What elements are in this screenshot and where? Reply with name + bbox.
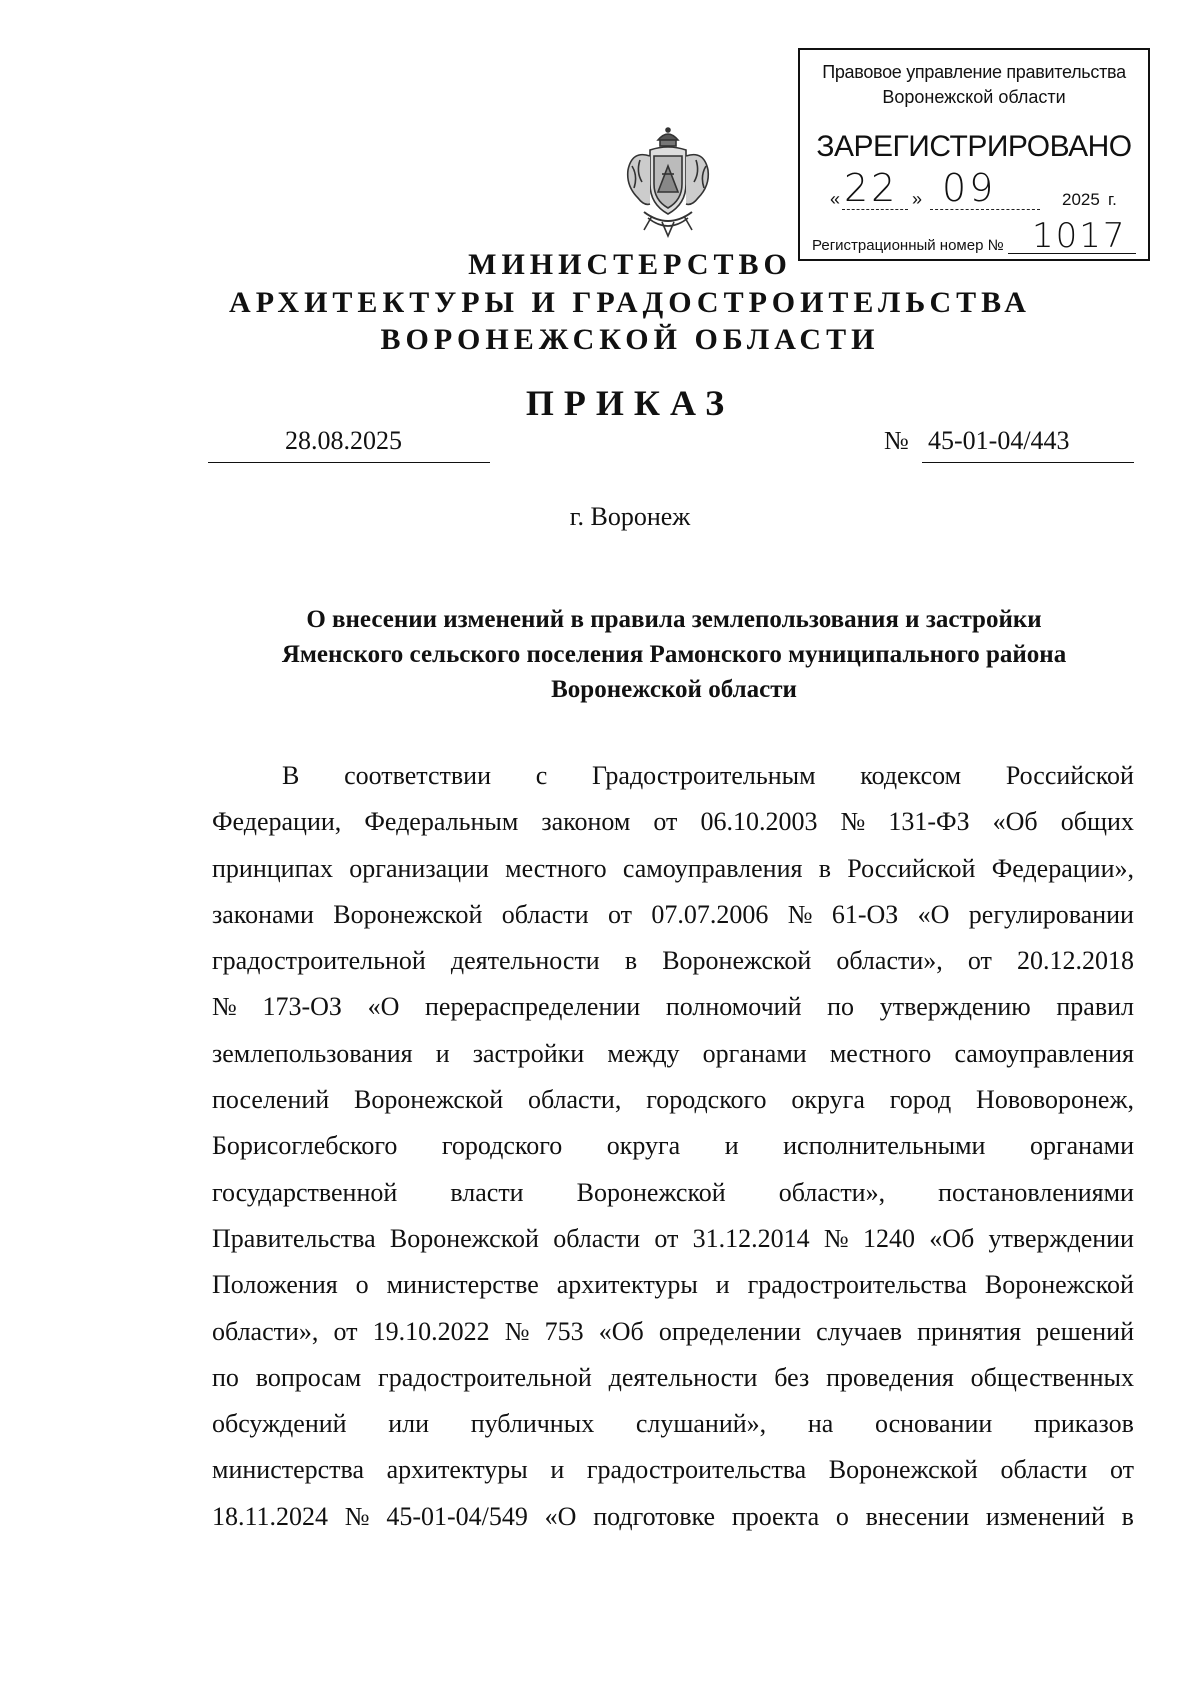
ministry-title-line2: АРХИТЕКТУРЫ И ГРАДОСТРОИТЕЛЬСТВА [229, 286, 1031, 319]
body-word: 07.07.2006 [651, 899, 769, 929]
body-word: области», [836, 946, 943, 976]
body-word: 45-01-04/549 [386, 1501, 528, 1531]
body-word: постановлениями [938, 1177, 1134, 1207]
body-word: по [212, 1362, 239, 1392]
body-line [212, 1317, 1134, 1363]
body-word: В [282, 761, 300, 790]
body-word: архитектуры [386, 1455, 528, 1485]
body-word: принципах [212, 853, 334, 883]
body-line [212, 1409, 1134, 1455]
body-word: и [724, 1131, 739, 1161]
body-word: Российской [1005, 761, 1134, 790]
body-word: и [435, 1038, 450, 1068]
stamp-reg-number: 1017 [1032, 216, 1127, 256]
body-word: поселений [212, 1085, 330, 1115]
body-line [212, 1039, 1134, 1085]
body-line [212, 1085, 1134, 1131]
body-word: Федерации, [212, 807, 342, 837]
body-word: Воронежской [389, 1223, 539, 1253]
body-word: определении [658, 1316, 801, 1346]
body-line [212, 992, 1134, 1038]
body-word: градостроительной [212, 946, 426, 976]
body-word: Федерации», [991, 853, 1134, 883]
body-word: Российской [847, 853, 976, 883]
ministry-title-line3: ВОРОНЕЖСКОЙ ОБЛАСТИ [380, 323, 880, 356]
body-line [212, 1131, 1134, 1177]
body-word: градостроительной [378, 1362, 592, 1392]
body-word: кодексом [860, 761, 962, 790]
body-word: вопросам [255, 1362, 362, 1392]
body-word: застройки [472, 1038, 585, 1068]
body-word: Градостроительным [592, 761, 816, 790]
body-word: в [624, 946, 638, 976]
stamp-date: « 22 » 09 2025 г. [830, 166, 1117, 210]
body-line [212, 1224, 1134, 1270]
body-word: Правительства [212, 1223, 376, 1253]
stamp-org-line2: Воронежской области [882, 87, 1066, 107]
body-word: основании [874, 1409, 993, 1439]
body-word: самоуправления [954, 1038, 1134, 1068]
body-word: области [1000, 1455, 1088, 1485]
body-word: № [212, 992, 237, 1022]
body-word: министерстве [386, 1270, 539, 1300]
body-word: и [550, 1455, 565, 1485]
body-word: город [889, 1085, 952, 1115]
body-word: проекта [731, 1501, 820, 1531]
document-city: г. Воронеж [569, 502, 691, 531]
body-word: от [607, 899, 632, 929]
body-word: 61-ОЗ [831, 899, 899, 929]
registration-stamp [798, 48, 1150, 261]
stamp-org-line1: Правовое управление правительства [822, 62, 1126, 82]
body-word: Воронежской [333, 899, 483, 929]
body-word: 753 [544, 1316, 584, 1346]
body-word: 31.12.2014 [692, 1223, 810, 1253]
body-word: законами [212, 899, 314, 929]
body-word: Воронежской [828, 1455, 978, 1485]
body-word: от [967, 946, 992, 976]
body-word: общих [1060, 807, 1134, 837]
document-number-label: № [884, 426, 909, 455]
body-word: органами [1029, 1131, 1134, 1161]
body-word: случаев [816, 1316, 903, 1346]
stamp-year: 2025 [1062, 190, 1100, 209]
subject-line: О внесении изменений в правила землепользования и застройки [306, 606, 1042, 633]
body-line [212, 1502, 1134, 1548]
body-word: № [504, 1316, 530, 1346]
body-word: от [654, 1223, 679, 1253]
document-type: ПРИКАЗ [525, 383, 735, 423]
body-word: перераспределении [424, 992, 641, 1022]
stamp-registered: ЗАРЕГИСТРИРОВАНО [816, 130, 1132, 163]
body-word: области [501, 899, 589, 929]
body-word: 1240 [862, 1223, 915, 1253]
stamp-day: 22 [844, 166, 899, 210]
body-word: архитектуры [556, 1270, 698, 1300]
body-word: местного [829, 1038, 932, 1068]
body-word: градостроительства [586, 1455, 807, 1485]
body-line [212, 1178, 1134, 1224]
body-line [212, 854, 1134, 900]
body-word: от [1109, 1455, 1134, 1485]
voronezh-coat-of-arms-icon [622, 126, 714, 238]
body-word: № [823, 1223, 849, 1253]
body-word: соответствии [344, 761, 491, 790]
body-line [212, 761, 1134, 807]
body-word: полномочий [665, 992, 802, 1022]
body-word: решений [1036, 1316, 1134, 1346]
document-subject [214, 602, 1134, 707]
body-word: № [840, 807, 866, 837]
body-word: обсуждений [212, 1409, 347, 1439]
body-word: «Об [992, 807, 1038, 837]
body-word: подготовке [593, 1501, 716, 1531]
body-word: «О [367, 992, 400, 1022]
body-word: Воронежской [354, 1085, 504, 1115]
body-line [212, 1270, 1134, 1316]
body-word: министерства [212, 1455, 365, 1485]
body-word: Федеральным [364, 807, 519, 837]
body-word: Положения [212, 1270, 338, 1300]
body-word: регулировании [968, 899, 1134, 929]
body-word: «Об [598, 1316, 644, 1346]
body-word: на [807, 1409, 834, 1439]
body-word: области», [212, 1316, 319, 1346]
body-word: в [1121, 1501, 1134, 1531]
stamp-month: 09 [942, 166, 997, 210]
body-word: «О [544, 1501, 577, 1531]
body-word: власти [450, 1177, 524, 1207]
body-word: от [653, 807, 678, 837]
body-word: принятия [917, 1316, 1022, 1346]
body-word: 18.11.2024 [212, 1501, 329, 1531]
document-date: 28.08.2025 [285, 426, 402, 455]
body-word: округа [791, 1085, 865, 1115]
body-word: области», [778, 1177, 886, 1207]
body-word: с [535, 761, 548, 790]
body-word: публичных [470, 1409, 595, 1439]
body-word: утверждении [988, 1223, 1134, 1253]
body-line [212, 1363, 1134, 1409]
stamp-reg-number-label: Регистрационный номер № [812, 237, 1004, 254]
body-word: Воронежской [662, 946, 812, 976]
document-body [212, 761, 1134, 1548]
document-number-field [922, 426, 1134, 463]
body-word: органами [702, 1038, 807, 1068]
body-word: 19.10.2022 [372, 1316, 490, 1346]
body-word: деятельности [608, 1362, 758, 1392]
body-word: законом [541, 807, 631, 837]
stamp-year-suffix: г. [1108, 190, 1117, 209]
body-word: № [344, 1501, 370, 1531]
body-word: Воронежской [576, 1177, 726, 1207]
body-word: 173-ОЗ [262, 992, 342, 1022]
body-word: проведения [826, 1362, 954, 1392]
body-word: Борисоглебского [212, 1131, 398, 1161]
body-word: области [553, 1223, 641, 1253]
body-word: по [827, 992, 855, 1022]
body-word: градостроительства [747, 1270, 967, 1300]
body-word: деятельности [450, 946, 600, 976]
body-word: внесении [865, 1501, 970, 1531]
body-word: городского [441, 1131, 563, 1161]
body-word: или [388, 1409, 430, 1439]
body-word: и [715, 1270, 730, 1300]
body-word: землепользования [212, 1038, 413, 1068]
subject-line: Яменского сельского поселения Рамонского муниципального района [281, 641, 1067, 668]
body-word: округа [606, 1131, 681, 1161]
body-word: организации [349, 853, 489, 883]
body-word: области, [527, 1085, 622, 1115]
body-word: № [787, 899, 813, 929]
body-line [212, 1455, 1134, 1501]
body-word: 06.10.2003 [700, 807, 818, 837]
body-word: 131-ФЗ [888, 807, 970, 837]
body-word: о [835, 1501, 849, 1531]
body-line [212, 807, 1134, 853]
body-word: исполнительными [783, 1131, 986, 1161]
body-word: приказов [1033, 1409, 1134, 1439]
body-line [212, 900, 1134, 946]
body-word: общественных [970, 1362, 1134, 1392]
body-word: самоуправления [622, 853, 803, 883]
body-word: местного [505, 853, 607, 883]
subject-line: Воронежской области [551, 676, 797, 703]
body-word: слушаний», [635, 1409, 767, 1439]
body-word: правил [1056, 992, 1134, 1022]
body-word: Воронежской [984, 1270, 1134, 1300]
document-number: 45-01-04/443 [928, 426, 1070, 455]
body-word: утверждению [879, 992, 1031, 1022]
body-word: в [818, 853, 832, 883]
body-word: без [774, 1362, 810, 1392]
body-word: изменений [985, 1501, 1105, 1531]
body-word: городского [646, 1085, 767, 1115]
body-word: 20.12.2018 [1016, 946, 1134, 976]
document-date-field [208, 426, 490, 463]
body-word: «О [917, 899, 950, 929]
body-word: Нововоронеж, [976, 1085, 1134, 1115]
body-word: о [355, 1270, 369, 1300]
ministry-title-line1: МИНИСТЕРСТВО [468, 248, 792, 281]
body-word: от [333, 1316, 358, 1346]
body-word: между [607, 1038, 680, 1068]
body-word: «Об [929, 1223, 975, 1253]
body-word: государственной [212, 1177, 398, 1207]
body-line [212, 946, 1134, 992]
